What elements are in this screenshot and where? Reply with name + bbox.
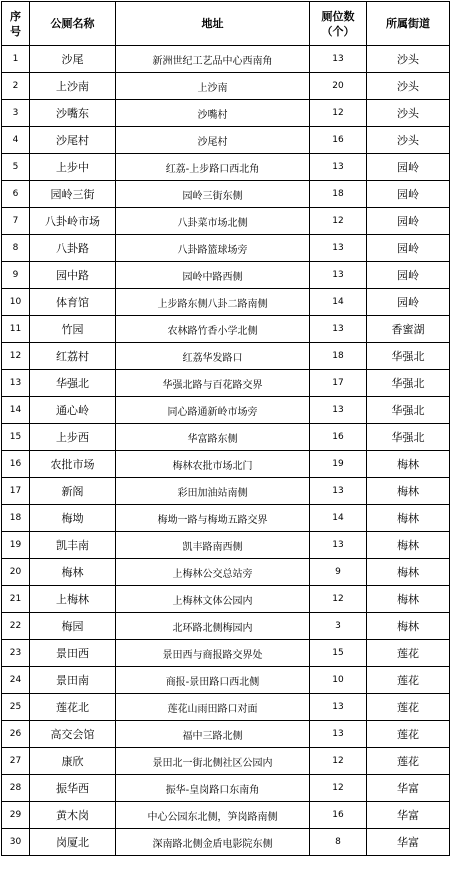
cell-index: 9 bbox=[2, 262, 30, 289]
table-row bbox=[2, 424, 450, 451]
table-row bbox=[2, 802, 450, 829]
cell-address: 景田北一街北侧社区公园内 bbox=[116, 748, 310, 775]
public-toilet-table bbox=[1, 1, 450, 856]
cell-name: 上沙南 bbox=[30, 73, 116, 100]
cell-count: 13 bbox=[310, 694, 367, 721]
cell-index: 24 bbox=[2, 667, 30, 694]
table-row bbox=[2, 829, 450, 856]
cell-count: 16 bbox=[310, 802, 367, 829]
cell-count: 13 bbox=[310, 478, 367, 505]
table-row bbox=[2, 451, 450, 478]
cell-count: 14 bbox=[310, 505, 367, 532]
table-row bbox=[2, 397, 450, 424]
cell-index: 16 bbox=[2, 451, 30, 478]
cell-index: 6 bbox=[2, 181, 30, 208]
cell-name: 上步西 bbox=[30, 424, 116, 451]
cell-index: 3 bbox=[2, 100, 30, 127]
cell-street: 华富 bbox=[367, 829, 450, 856]
cell-name: 景田南 bbox=[30, 667, 116, 694]
cell-index: 27 bbox=[2, 748, 30, 775]
cell-street: 梅林 bbox=[367, 478, 450, 505]
cell-name: 八卦岭市场 bbox=[30, 208, 116, 235]
cell-count: 13 bbox=[310, 46, 367, 73]
cell-street: 梅林 bbox=[367, 532, 450, 559]
cell-index: 26 bbox=[2, 721, 30, 748]
cell-address: 园岭中路西侧 bbox=[116, 262, 310, 289]
cell-name: 红荔村 bbox=[30, 343, 116, 370]
cell-name: 上步中 bbox=[30, 154, 116, 181]
header-index-line1: 序 bbox=[10, 9, 21, 23]
cell-count: 12 bbox=[310, 208, 367, 235]
cell-address: 福中三路北侧 bbox=[116, 721, 310, 748]
cell-index: 18 bbox=[2, 505, 30, 532]
cell-street: 园岭 bbox=[367, 289, 450, 316]
cell-address: 商报-景田路口西北侧 bbox=[116, 667, 310, 694]
cell-address: 梅坳一路与梅坳五路交界 bbox=[116, 505, 310, 532]
cell-count: 12 bbox=[310, 100, 367, 127]
header-count bbox=[310, 2, 367, 46]
cell-count: 12 bbox=[310, 586, 367, 613]
cell-address: 八卦菜市场北侧 bbox=[116, 208, 310, 235]
table-row bbox=[2, 100, 450, 127]
cell-name: 农批市场 bbox=[30, 451, 116, 478]
cell-count: 13 bbox=[310, 397, 367, 424]
table-row bbox=[2, 73, 450, 100]
table-row bbox=[2, 559, 450, 586]
cell-street: 园岭 bbox=[367, 181, 450, 208]
cell-address: 上梅林文体公园内 bbox=[116, 586, 310, 613]
cell-count: 14 bbox=[310, 289, 367, 316]
cell-count: 13 bbox=[310, 532, 367, 559]
cell-index: 20 bbox=[2, 559, 30, 586]
table-row bbox=[2, 235, 450, 262]
cell-street: 华富 bbox=[367, 802, 450, 829]
cell-count: 16 bbox=[310, 127, 367, 154]
cell-index: 22 bbox=[2, 613, 30, 640]
table-row bbox=[2, 586, 450, 613]
cell-street: 梅林 bbox=[367, 451, 450, 478]
cell-count: 18 bbox=[310, 181, 367, 208]
table-row bbox=[2, 154, 450, 181]
cell-address: 农林路竹香小学北侧 bbox=[116, 316, 310, 343]
table-row bbox=[2, 478, 450, 505]
header-street: 所属街道 bbox=[367, 2, 450, 46]
cell-index: 28 bbox=[2, 775, 30, 802]
cell-address: 彩田加油站南侧 bbox=[116, 478, 310, 505]
cell-address: 上步路东侧八卦二路南侧 bbox=[116, 289, 310, 316]
cell-street: 沙头 bbox=[367, 73, 450, 100]
cell-street: 沙头 bbox=[367, 46, 450, 73]
cell-index: 4 bbox=[2, 127, 30, 154]
cell-name: 凯丰南 bbox=[30, 532, 116, 559]
table-row bbox=[2, 127, 450, 154]
cell-name: 梅坳 bbox=[30, 505, 116, 532]
cell-address: 沙嘴村 bbox=[116, 100, 310, 127]
cell-count: 13 bbox=[310, 154, 367, 181]
cell-name: 高交会馆 bbox=[30, 721, 116, 748]
cell-count: 12 bbox=[310, 775, 367, 802]
cell-index: 2 bbox=[2, 73, 30, 100]
cell-address: 凯丰路南西侧 bbox=[116, 532, 310, 559]
table-row bbox=[2, 721, 450, 748]
table-row bbox=[2, 694, 450, 721]
cell-street: 莲花 bbox=[367, 640, 450, 667]
cell-index: 21 bbox=[2, 586, 30, 613]
cell-index: 29 bbox=[2, 802, 30, 829]
cell-address: 园岭三街东侧 bbox=[116, 181, 310, 208]
cell-name: 沙尾村 bbox=[30, 127, 116, 154]
cell-name: 园中路 bbox=[30, 262, 116, 289]
cell-index: 10 bbox=[2, 289, 30, 316]
table-row bbox=[2, 262, 450, 289]
cell-address: 北环路北侧梅园内 bbox=[116, 613, 310, 640]
cell-name: 沙嘴东 bbox=[30, 100, 116, 127]
cell-street: 梅林 bbox=[367, 586, 450, 613]
table-row bbox=[2, 667, 450, 694]
cell-count: 3 bbox=[310, 613, 367, 640]
header-count-line2: （个） bbox=[321, 24, 355, 38]
cell-address: 梅林农批市场北门 bbox=[116, 451, 310, 478]
cell-name: 梅园 bbox=[30, 613, 116, 640]
cell-count: 15 bbox=[310, 640, 367, 667]
table-row bbox=[2, 505, 450, 532]
cell-count: 13 bbox=[310, 316, 367, 343]
cell-index: 15 bbox=[2, 424, 30, 451]
cell-index: 8 bbox=[2, 235, 30, 262]
table-row bbox=[2, 775, 450, 802]
cell-street: 园岭 bbox=[367, 208, 450, 235]
cell-address: 景田西与商报路交界处 bbox=[116, 640, 310, 667]
cell-name: 岗厦北 bbox=[30, 829, 116, 856]
cell-name: 体育馆 bbox=[30, 289, 116, 316]
header-name: 公厕名称 bbox=[30, 2, 116, 46]
table-row bbox=[2, 640, 450, 667]
cell-street: 华强北 bbox=[367, 424, 450, 451]
cell-street: 华强北 bbox=[367, 343, 450, 370]
table-row bbox=[2, 181, 450, 208]
cell-address: 新洲世纪工艺品中心西南角 bbox=[116, 46, 310, 73]
cell-count: 8 bbox=[310, 829, 367, 856]
cell-street: 华强北 bbox=[367, 397, 450, 424]
cell-index: 7 bbox=[2, 208, 30, 235]
cell-address: 同心路通新岭市场旁 bbox=[116, 397, 310, 424]
table-row bbox=[2, 343, 450, 370]
cell-index: 11 bbox=[2, 316, 30, 343]
cell-street: 莲花 bbox=[367, 667, 450, 694]
cell-count: 12 bbox=[310, 748, 367, 775]
cell-street: 梅林 bbox=[367, 613, 450, 640]
cell-street: 华强北 bbox=[367, 370, 450, 397]
table-row bbox=[2, 613, 450, 640]
cell-street: 梅林 bbox=[367, 505, 450, 532]
cell-count: 10 bbox=[310, 667, 367, 694]
cell-address: 振华-皇岗路口东南角 bbox=[116, 775, 310, 802]
cell-index: 30 bbox=[2, 829, 30, 856]
table-row bbox=[2, 532, 450, 559]
cell-name: 八卦路 bbox=[30, 235, 116, 262]
cell-index: 13 bbox=[2, 370, 30, 397]
cell-index: 1 bbox=[2, 46, 30, 73]
cell-street: 华富 bbox=[367, 775, 450, 802]
cell-name: 莲花北 bbox=[30, 694, 116, 721]
cell-count: 9 bbox=[310, 559, 367, 586]
cell-address: 深南路北侧金盾电影院东侧 bbox=[116, 829, 310, 856]
cell-count: 13 bbox=[310, 235, 367, 262]
header-count-line1: 厕位数 bbox=[321, 9, 355, 23]
header-index-line2: 号 bbox=[10, 24, 21, 38]
cell-street: 梅林 bbox=[367, 559, 450, 586]
cell-address: 莲花山雨田路口对面 bbox=[116, 694, 310, 721]
cell-index: 23 bbox=[2, 640, 30, 667]
cell-street: 莲花 bbox=[367, 721, 450, 748]
table-row bbox=[2, 316, 450, 343]
cell-index: 12 bbox=[2, 343, 30, 370]
cell-index: 25 bbox=[2, 694, 30, 721]
cell-street: 香蜜湖 bbox=[367, 316, 450, 343]
header-index bbox=[2, 2, 30, 46]
cell-index: 5 bbox=[2, 154, 30, 181]
cell-name: 振华西 bbox=[30, 775, 116, 802]
cell-address: 红荔华发路口 bbox=[116, 343, 310, 370]
cell-address: 中心公园东北侧，笋岗路南侧 bbox=[116, 802, 310, 829]
cell-name: 上梅林 bbox=[30, 586, 116, 613]
table-body bbox=[2, 46, 450, 856]
cell-index: 17 bbox=[2, 478, 30, 505]
cell-street: 莲花 bbox=[367, 748, 450, 775]
cell-count: 16 bbox=[310, 424, 367, 451]
cell-address: 红荔-上步路口西北角 bbox=[116, 154, 310, 181]
cell-street: 沙头 bbox=[367, 100, 450, 127]
table-row bbox=[2, 370, 450, 397]
cell-count: 17 bbox=[310, 370, 367, 397]
cell-address: 八卦路篮球场旁 bbox=[116, 235, 310, 262]
table-row bbox=[2, 289, 450, 316]
cell-name: 新阁 bbox=[30, 478, 116, 505]
cell-count: 18 bbox=[310, 343, 367, 370]
cell-count: 13 bbox=[310, 262, 367, 289]
cell-street: 园岭 bbox=[367, 262, 450, 289]
cell-name: 景田西 bbox=[30, 640, 116, 667]
cell-name: 通心岭 bbox=[30, 397, 116, 424]
cell-index: 14 bbox=[2, 397, 30, 424]
header-address: 地址 bbox=[116, 2, 310, 46]
cell-count: 20 bbox=[310, 73, 367, 100]
cell-index: 19 bbox=[2, 532, 30, 559]
cell-street: 沙头 bbox=[367, 127, 450, 154]
cell-address: 华富路东侧 bbox=[116, 424, 310, 451]
cell-address: 上沙南 bbox=[116, 73, 310, 100]
cell-name: 华强北 bbox=[30, 370, 116, 397]
cell-address: 华强北路与百花路交界 bbox=[116, 370, 310, 397]
cell-address: 上梅林公交总站旁 bbox=[116, 559, 310, 586]
header-row bbox=[2, 2, 450, 46]
cell-count: 13 bbox=[310, 721, 367, 748]
cell-name: 梅林 bbox=[30, 559, 116, 586]
table-row bbox=[2, 46, 450, 73]
cell-name: 康欣 bbox=[30, 748, 116, 775]
cell-street: 园岭 bbox=[367, 154, 450, 181]
cell-street: 园岭 bbox=[367, 235, 450, 262]
cell-address: 沙尾村 bbox=[116, 127, 310, 154]
cell-name: 竹园 bbox=[30, 316, 116, 343]
cell-street: 莲花 bbox=[367, 694, 450, 721]
table-row bbox=[2, 208, 450, 235]
table-row bbox=[2, 748, 450, 775]
cell-count: 19 bbox=[310, 451, 367, 478]
cell-name: 黄木岗 bbox=[30, 802, 116, 829]
cell-name: 园岭三街 bbox=[30, 181, 116, 208]
cell-name: 沙尾 bbox=[30, 46, 116, 73]
